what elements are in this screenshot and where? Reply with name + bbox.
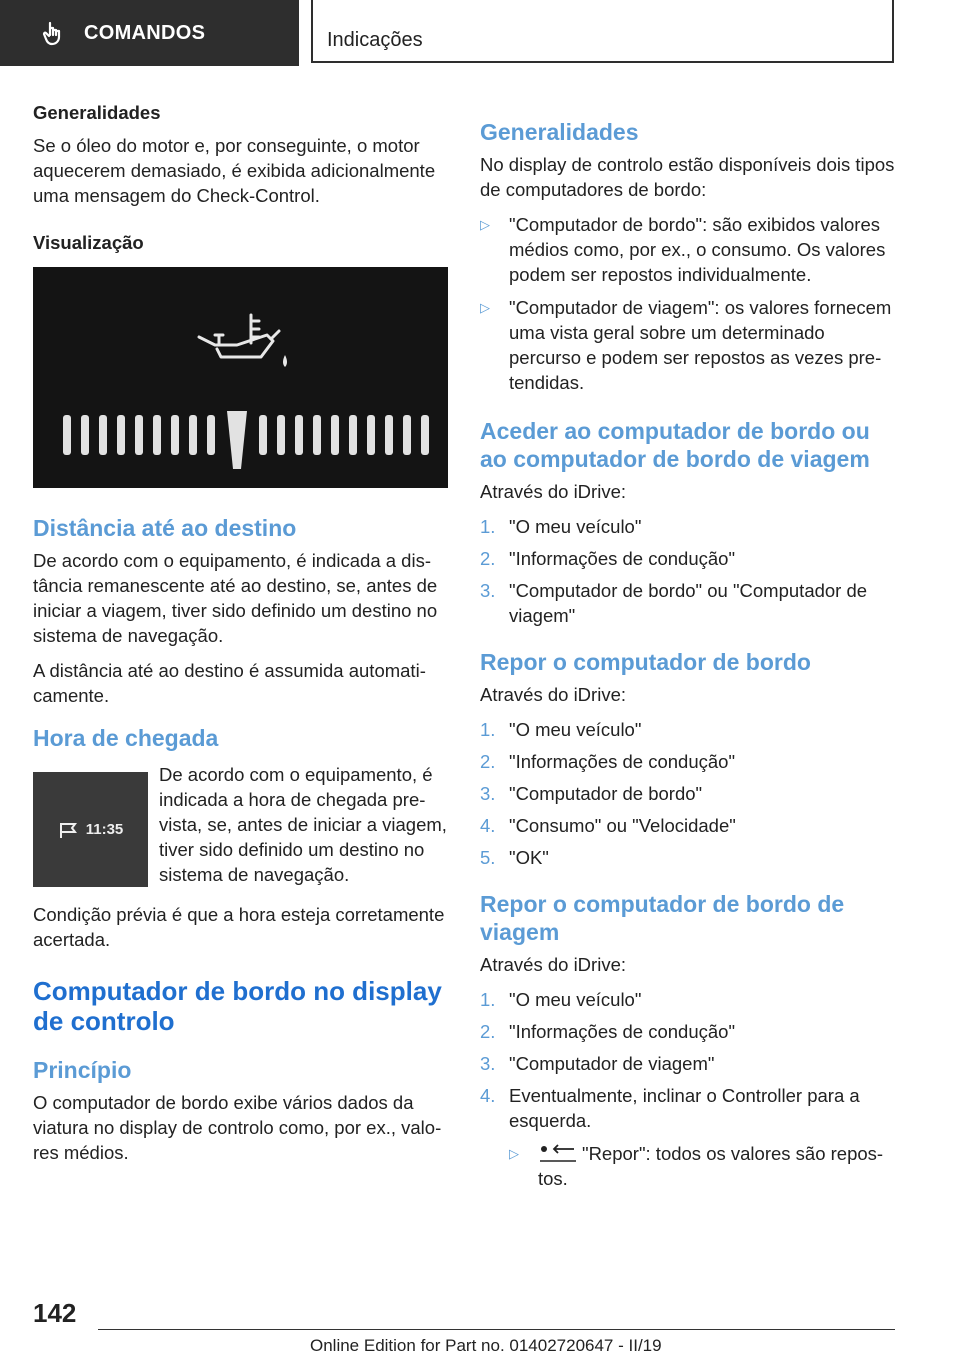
arrival-text-container	[159, 762, 449, 897]
list-item	[480, 212, 898, 287]
access-heading: Aceder ao computador de bordo ou ao computador de bordo de viagem	[480, 418, 870, 472]
step-number: 2.	[480, 751, 496, 772]
reset-trip-heading: Repor o computador de bordo de viagem	[480, 891, 845, 945]
arrival-time: 11:35	[85, 821, 124, 838]
step-item	[480, 845, 898, 870]
reset-steps	[480, 717, 898, 870]
arrival-precondition: Condição prévia é que a hora esteja corretamente acertada.	[33, 904, 445, 950]
step-number: 4.	[480, 815, 496, 836]
step-item	[480, 987, 898, 1012]
step-number: 1.	[480, 516, 496, 537]
subsection-label: Indicações	[327, 29, 423, 51]
distance-text: De acordo com o equipamento, é indicada a distância remanescente até ao destino, se, antes de iniciar a viagem, tiver sido definido um destino no sistema de navegação.	[33, 550, 438, 646]
step-number: 4.	[480, 1085, 496, 1106]
oil-temperature-display	[33, 267, 448, 488]
step-item	[480, 781, 898, 806]
principle-text: O computador de bordo exibe vários dados da viatura no display de controlo como, por ex., valores médios.	[33, 1092, 442, 1163]
step-number: 3.	[480, 783, 496, 804]
right-column	[480, 100, 898, 1191]
step-text: "O meu veículo"	[509, 719, 642, 740]
list-item	[480, 295, 898, 395]
right-general-text: No display de controlo estão disponíveis dois tipos de computadores de bordo:	[480, 154, 895, 200]
step-item	[480, 1083, 898, 1133]
arrival-time-display	[33, 772, 148, 887]
triangle-bullet-icon: ▷	[480, 300, 490, 315]
step-text: "O meu veículo"	[509, 516, 642, 537]
oil-temperature-gauge-icon	[33, 267, 448, 488]
hand-pointer-icon	[40, 19, 68, 47]
step-text: "Informações de condução"	[509, 1021, 736, 1042]
step-text: "Consumo" ou "Velocidade"	[509, 815, 736, 836]
footer-divider	[98, 1329, 895, 1330]
distance-text-2: A distância até ao destino é assumida automaticamente.	[33, 660, 426, 706]
page-header	[0, 0, 960, 66]
step-text: "Computador de bordo"	[509, 783, 703, 804]
page-number: 142	[33, 1298, 77, 1328]
step-text: "OK"	[509, 847, 549, 868]
list-item-text: "Computador de viagem": os valores fornecem uma vista geral sobre um determinado percurso e podem ser repostos as vezes pretendidas.	[509, 297, 892, 393]
subsection-tab	[311, 0, 894, 63]
visualization-heading: Visualização	[33, 232, 144, 253]
step-text: "O meu veículo"	[509, 989, 642, 1010]
reset-sub-item	[480, 1141, 898, 1191]
distance-heading: Distância até ao destino	[33, 515, 297, 541]
controller-left-icon	[538, 1143, 578, 1163]
triangle-bullet-icon: ▷	[509, 1146, 519, 1161]
access-intro: Através do iDrive:	[480, 481, 626, 502]
step-number: 3.	[480, 1053, 496, 1074]
arrival-block	[33, 762, 448, 902]
step-text: "Computador de bordo" ou "Computador de viagem"	[509, 580, 868, 626]
reset-intro: Através do iDrive:	[480, 684, 626, 705]
step-item	[480, 514, 898, 539]
computer-types-list	[480, 212, 898, 395]
list-item-text: "Computador de bordo": são exibidos valores médios como, por ex., o consumo. Os valores podem ser repostos individualmente.	[509, 214, 886, 285]
step-item	[480, 717, 898, 742]
step-text: "Computador de viagem"	[509, 1053, 715, 1074]
general-text: Se o óleo do motor e, por conseguinte, o motor aquecerem demasiado, é exibida adicionalmente uma mensagem do Check-Control.	[33, 135, 436, 206]
step-number: 1.	[480, 719, 496, 740]
arrival-text: De acordo com o equipamento, é indicada a hora de chegada prevista, se, antes de iniciar a viagem, tiver sido definido um destino no sistema de navegação.	[159, 764, 447, 885]
step-item	[480, 578, 898, 628]
reset-trip-steps	[480, 987, 898, 1133]
step-item	[480, 1051, 898, 1076]
general-heading: Generalidades	[33, 102, 161, 123]
step-text: "Informações de condução"	[509, 548, 736, 569]
step-number: 5.	[480, 847, 496, 868]
step-item	[480, 749, 898, 774]
step-item	[480, 813, 898, 838]
step-number: 2.	[480, 548, 496, 569]
computer-heading: Computador de bordo no display de controlo	[33, 976, 442, 1036]
step-number: 2.	[480, 1021, 496, 1042]
step-item	[480, 546, 898, 571]
arrival-heading: Hora de chegada	[33, 725, 219, 751]
right-general-heading: Generalidades	[480, 119, 639, 145]
reset-heading: Repor o computador de bordo	[480, 649, 811, 675]
step-number: 1.	[480, 989, 496, 1010]
principle-heading: Princípio	[33, 1057, 132, 1083]
reset-trip-intro: Através do iDrive:	[480, 954, 626, 975]
flag-icon	[58, 821, 80, 839]
step-item	[480, 1019, 898, 1044]
section-tab	[0, 0, 299, 66]
step-text: Eventualmente, inclinar o Controller para a esquerda.	[509, 1085, 860, 1131]
section-label: COMANDOS	[84, 21, 206, 44]
reset-sub-text: "Repor": todos os valores são repostos.	[538, 1143, 884, 1189]
step-text: "Informações de condução"	[509, 751, 736, 772]
left-column	[33, 100, 448, 1175]
step-number: 3.	[480, 580, 496, 601]
footer-edition: Online Edition for Part no. 01402720647 - II/19	[310, 1336, 662, 1355]
triangle-bullet-icon: ▷	[480, 217, 490, 232]
access-steps	[480, 514, 898, 628]
